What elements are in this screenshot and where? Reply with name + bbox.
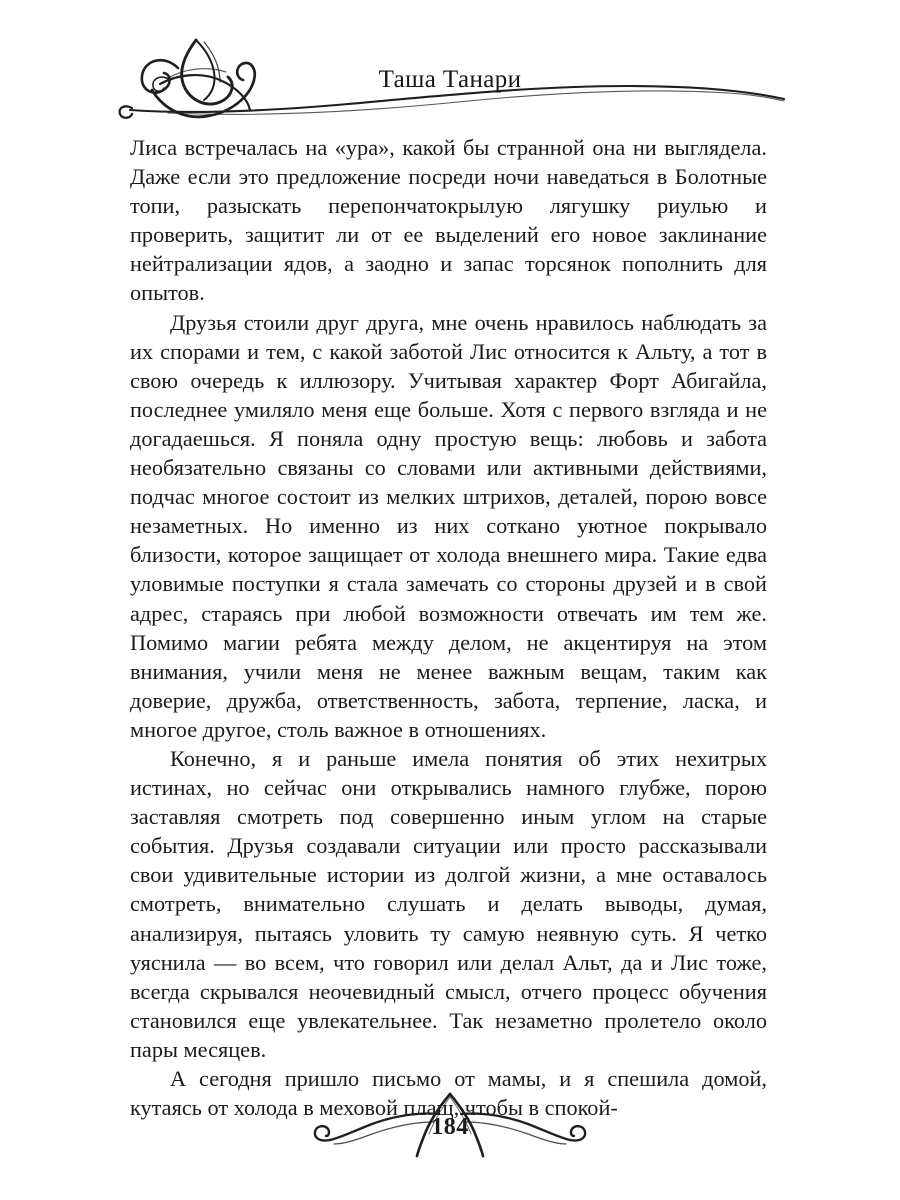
body-text-column (130, 133, 767, 1122)
page-footer (0, 1088, 900, 1168)
page-header (0, 0, 900, 125)
running-title: Таша Танари (378, 66, 522, 93)
paragraph: Конечно, я и раньше имела понятия об этих нехитрых истинах, но сейчас они открывались намного глубже, порою заставляя смотреть под совершенно иным углом на старые события. Друзья создавали ситуации или просто рассказывали свои удивительные истории из долгой жизни, а мне оставалось смотреть, внимательно слушать и делать выводы, думая, анализируя, пытаясь уловить ту самую неявную суть. Я четко уяснила — во всем, что говорил или делал Альт, да и Лис тоже, всегда скрывался неочевидный смысл, отчего процесс обучения становился еще увлекательнее. Так незаметно пролетело около пары месяцев. (130, 745, 767, 1062)
paragraph: Друзья стоили друг друга, мне очень нравилось наблюдать за их спорами и тем, с какой заботой Лис относится к Альту, а тот в свою очередь к иллюзору. Учитывая характер Форт Абигайла, последнее умиляло меня еще больше. Хотя с первого взгляда и не догадаешься. Я поняла одну простую вещь: любовь и забота необязательно связаны со словами или активными действиями, подчас многое состоит из мелких штрихов, деталей, порою вовсе незаметных. Но именно из них соткано уютное покрывало близости, которое защищает от холода внешнего мира. Такие едва уловимые поступки я стала замечать со стороны друзей и в свой адрес, стараясь при любой возможности отвечать им тем же. Помимо магии ребята между делом, не акцентируя на этом внимания, учили меня не менее важным вещам, таким как доверие, дружба, ответственность, забота, терпение, ласка, и многое другое, столь важное в отношениях. (130, 309, 767, 742)
paragraph: А сегодня пришло письмо от мамы, и я спешила домой, кутаясь от холода в меховой плащ, чтобы в спокой- (130, 1066, 767, 1121)
paragraph: Лиса встречалась на «ура», какой бы странной она ни выглядела. Даже если это предложение посреди ночи наведаться в Болотные топи, разыскать перепончатокрылую лягушку риулью и проверить, защитит ли от ее выделений его новое заклинание нейтрализации ядов, а заодно и запас торсянок пополнить для опытов. (130, 135, 767, 306)
page-number: 184 (431, 1114, 469, 1140)
